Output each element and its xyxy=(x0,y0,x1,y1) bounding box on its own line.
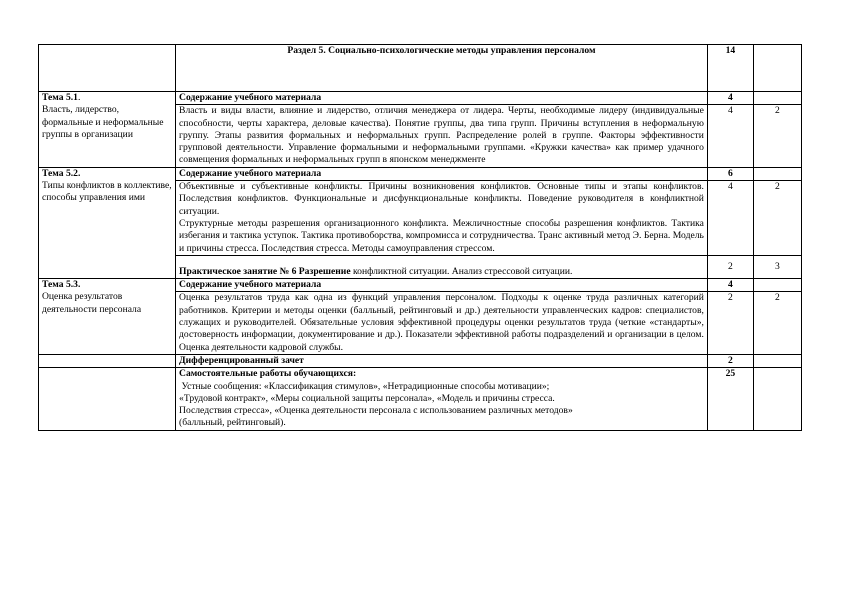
content-hours: 4 xyxy=(707,279,753,292)
independent-cell xyxy=(176,368,708,430)
topic-body: Объективные и субъективные конфликты. Причины возникновения конфликтов. Основные типы и этапы конфликтов. Последствия конфликтов. Функциональные и дисфункциональные конфликты. Поведение руководителя в конфликтной ситуации. xyxy=(179,181,704,217)
content-hours: 4 xyxy=(707,92,753,105)
topic-name-cell xyxy=(39,92,176,168)
independent-hours: 25 xyxy=(707,368,753,430)
empty-cell xyxy=(39,45,176,92)
independent-line: (балльный, рейтинговый). xyxy=(179,417,286,429)
practice-cell xyxy=(176,255,708,278)
topic-name: Тема 5.2. xyxy=(42,167,81,179)
empty-cell xyxy=(39,354,176,367)
topic-level: 2 xyxy=(753,292,801,354)
independent-row xyxy=(39,368,802,430)
topic-hours: 4 xyxy=(707,105,753,167)
topic-level: 2 xyxy=(753,181,801,256)
empty-cell xyxy=(39,368,176,430)
curriculum-table xyxy=(38,44,802,431)
topic-name-cell xyxy=(39,167,176,278)
practice-hours: 2 xyxy=(707,255,753,278)
independent-line: Устные сообщения: «Классификация стимулов», «Нетрадиционные способы мотивации»; xyxy=(179,380,550,392)
topic-name: Тема 5.1 xyxy=(42,92,78,103)
empty-cell xyxy=(753,279,801,292)
topic-hours: 2 xyxy=(707,292,753,354)
section-row xyxy=(39,45,802,92)
practice-title: Практическое занятие № 6 Разрешение xyxy=(179,265,351,277)
topic-body: Оценка результатов труда как одна из функций управления персоналом. Подходы к оценке труда различных категорий работников. Критерии и методы оценки (балльный, рейтинговый и др.) деятельности управленческих кадров: специалистов, служащих и руководителей. Обязательные условия эффективной процедуры оценки результатов труда (четкие «стандарты», достоверность информации, документирование и др.). Показатели эффективной работы подразделений и организации в целом. Оценка деятельности кадровой службы. xyxy=(176,292,708,354)
topic-name-suffix: . xyxy=(77,92,81,103)
topic-header-row xyxy=(39,167,802,180)
content-hours: 6 xyxy=(707,167,753,180)
topic-name: Тема 5.3. xyxy=(42,279,81,291)
topic-body: Власть и виды власти, влияние и лидерство, отличия менеджера от лидера. Черты, необходимые лидеру (индивидуальные способности, черты характера, деловые качества). Понятие группы, два типа групп. Причины вступления в неформальную группу. Этапы развития формальных и неформальных групп. Распределение ролей в группе. Факторы эффективности групповой деятельности. Управление формальными и неформальными группами. «Кружки качества» как пример удачного совмещения формальных и неформальных групп в японском менеджменте xyxy=(176,105,708,167)
content-header: Содержание учебного материала xyxy=(176,279,708,292)
section-title: Раздел 5. Социально-психологические методы управления персоналом xyxy=(176,45,708,92)
practice-text: конфликтной ситуации. Анализ стрессовой ситуации. xyxy=(350,265,573,277)
section-hours: 14 xyxy=(707,45,753,92)
empty-cell xyxy=(753,167,801,180)
independent-line: «Трудовой контракт», «Меры социальной защиты персонала», «Модель и причины стресса. xyxy=(179,392,555,404)
topic-header-row xyxy=(39,92,802,105)
empty-cell xyxy=(753,92,801,105)
topic-body-cell xyxy=(176,181,708,256)
topic-description: Оценка результатов деятельности персонала xyxy=(42,291,142,315)
topic-name-cell xyxy=(39,279,176,355)
independent-line: Последствия стресса», «Оценка деятельности персонала с использованием различных методов» xyxy=(179,405,573,417)
independent-header: Самостоятельные работы обучающихся: xyxy=(179,368,357,380)
topic-description: Типы конфликтов в коллективе, способы управления ими xyxy=(42,180,172,204)
credit-row xyxy=(39,354,802,367)
content-header: Содержание учебного материала xyxy=(176,167,708,180)
topic-description: Власть, лидерство, формальные и неформальные группы в организации xyxy=(42,104,164,140)
practice-level: 3 xyxy=(753,255,801,278)
topic-body-2: Структурные методы разрешения организационного конфликта. Межличностные способы разрешения конфликтов. Тактика избегания и тактика уступок. Тактика противоборства, компромисса и сотрудничества. Транс активный метод Э. Берна. Модель и причины стресса. Последствия стресса. Методы самоуправления стрессом. xyxy=(179,217,704,254)
empty-cell xyxy=(753,45,801,92)
credit-label: Дифференцированный зачет xyxy=(176,354,708,367)
content-header: Содержание учебного материала xyxy=(176,92,708,105)
credit-hours: 2 xyxy=(707,354,753,367)
topic-hours: 4 xyxy=(707,181,753,256)
topic-level: 2 xyxy=(753,105,801,167)
topic-header-row xyxy=(39,279,802,292)
empty-cell xyxy=(753,354,801,367)
empty-cell xyxy=(753,368,801,430)
